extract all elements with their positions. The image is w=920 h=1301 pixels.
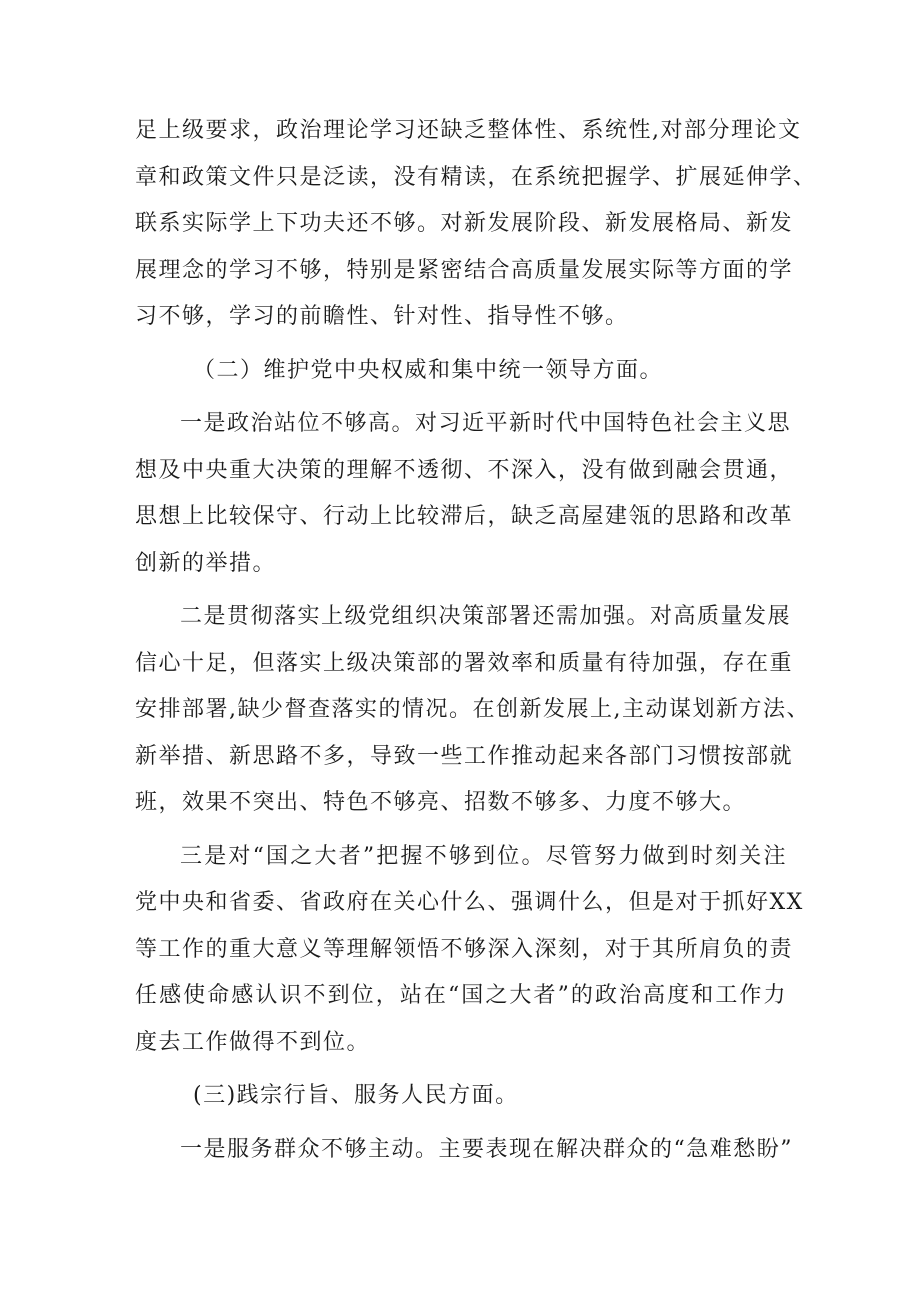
text-line: 安排部署,缺少督查落实的情况。在创新发展上,主动谋划新方法、: [135, 697, 810, 722]
text-line: 度去工作做得不到位。: [135, 1029, 371, 1055]
paragraph-study-shortcomings: [135, 108, 817, 341]
text-line: 班，效果不突出、特色不够亮、招数不够多、力度不够大。: [135, 790, 747, 815]
heading-line: (三)践宗行旨、服务人民方面。: [193, 1083, 519, 1108]
paragraph-implementation: [135, 594, 810, 827]
text-line: 想及中央重大决策的理解不透彻、不深入，没有做到融会贯通，: [135, 457, 794, 483]
text-line: 思想上比较保守、行动上比较滞后，缺乏高屋建瓴的思路和改革: [135, 504, 794, 529]
text-line: 任感使命感认识不到位，站在“国之大者”的政治高度和工作力: [135, 983, 787, 1008]
text-line: 三是对“国之大者”把握不够到位。尽管努力做到时刻关注: [180, 843, 787, 869]
paragraph-national-priorities: [135, 834, 804, 1067]
heading-line: （二）维护党中央权威和集中统一领导方面。: [193, 357, 664, 383]
text-line: 章和政策文件只是泛读，没有精读，在系统把握学、扩展延伸学、: [135, 164, 817, 190]
text-line: 新举措、新思路不多，导致一些工作推动起来各部门习惯按部就: [135, 743, 794, 769]
section-heading-3: [135, 1073, 787, 1120]
text-line: 一是服务群众不够主动。主要表现在解决群众的“急难愁盼”: [180, 1136, 793, 1162]
paragraph-serving-people: [135, 1127, 793, 1174]
text-line: 党中央和省委、省政府在关心什么、强调什么，但是对于抓好XX: [135, 890, 804, 915]
text-line: 习不够，学习的前瞻性、针对性、指导性不够。: [135, 304, 629, 329]
text-line: 联系实际学上下功夫还不够。对新发展阶段、新发展格局、新发: [135, 211, 794, 236]
text-line: 创新的举措。: [135, 550, 277, 576]
text-line: 足上级要求，政治理论学习还缺乏整体性、系统性,对部分理论文: [135, 118, 802, 143]
text-line: 信心十足，但落实上级决策部的署效率和质量有待加强，存在重: [135, 650, 794, 676]
text-line: 等工作的重大意义等理解领悟不够深入深刻，对于其所肩负的责: [135, 936, 794, 962]
text-line: 展理念的学习不够，特别是紧密结合高质量发展实际等方面的学: [135, 257, 794, 283]
paragraph-political-stance: [135, 401, 794, 587]
section-heading-2: [135, 348, 787, 395]
text-line: 二是贯彻落实上级党组织决策部署还需加强。对高质量发展: [180, 604, 792, 629]
text-line: 一是政治站位不够高。对习近平新时代中国特色社会主义思: [180, 411, 792, 436]
